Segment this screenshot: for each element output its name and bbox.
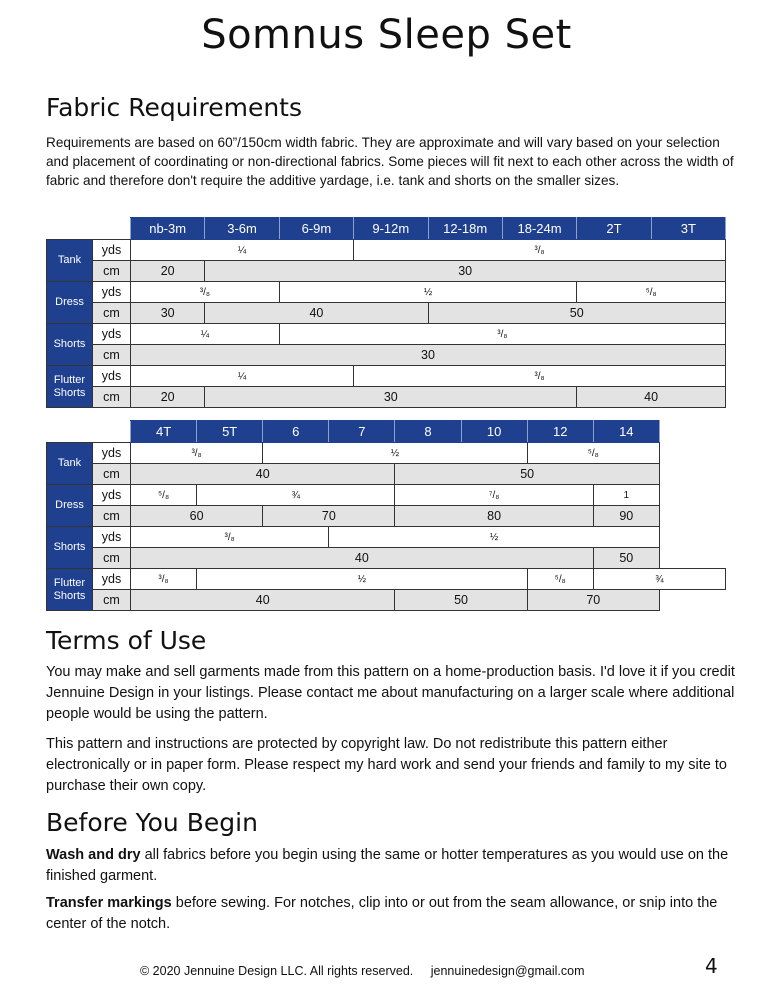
garment-label: Dress (47, 282, 93, 324)
unit-label: cm (93, 506, 131, 527)
size-header: 14 (593, 421, 659, 443)
yardage-cell: ³/₈ (131, 527, 329, 548)
cm-cell: 40 (131, 464, 395, 485)
yds-row (47, 569, 726, 590)
yardage-cell: 1 (593, 485, 659, 506)
yardage-cell: ½ (279, 282, 577, 303)
unit-label: cm (93, 387, 131, 408)
cm-cell: 20 (131, 387, 205, 408)
cm-cell: 50 (395, 590, 527, 611)
yds-row (47, 240, 726, 261)
transfer-markings-paragraph (46, 893, 736, 935)
size-header: 6 (263, 421, 329, 443)
unit-label: cm (93, 261, 131, 282)
garment-label: Flutter Shorts (47, 366, 93, 408)
cm-cell: 30 (131, 345, 726, 366)
cm-cell: 50 (593, 548, 659, 569)
header-spacer (47, 218, 131, 240)
yardage-cell: ½ (197, 569, 528, 590)
yardage-cell: ⁵/₈ (577, 282, 726, 303)
unit-label: cm (93, 303, 131, 324)
cm-cell: 40 (577, 387, 726, 408)
yardage-cell: ³/₈ (131, 443, 263, 464)
terms-paragraph-1: You may make and sell garments made from this pattern on a home-production basis. I'd love it if you credit Jennuine Design in your listings. Please contact me about manufacturing on a larger scale where additional people would be using the pattern. (46, 664, 735, 722)
yardage-cell: ³/₈ (354, 240, 726, 261)
size-header: 4T (131, 421, 197, 443)
yds-row (47, 282, 726, 303)
yardage-cell: ¼ (131, 240, 354, 261)
header-spacer (47, 421, 131, 443)
cm-cell: 50 (395, 464, 659, 485)
garment-label: Tank (47, 240, 93, 282)
size-header: 6-9m (279, 218, 353, 240)
cm-cell: 90 (593, 506, 659, 527)
wash-dry-text: all fabrics before you begin using the same or hotter temperatures as you would use on the finished garment. (46, 847, 729, 884)
unit-label: cm (93, 464, 131, 485)
unit-label: cm (93, 345, 131, 366)
size-header: 9-12m (354, 218, 428, 240)
garment-label: Tank (47, 443, 93, 485)
cm-cell: 30 (205, 387, 577, 408)
cm-cell: 60 (131, 506, 263, 527)
size-header-row (47, 421, 726, 443)
yardage-cell: ¼ (131, 366, 354, 387)
fabric-table-large-sizes (46, 420, 726, 611)
cm-cell: 40 (131, 590, 395, 611)
size-header: 7 (329, 421, 395, 443)
yardage-cell: ½ (263, 443, 527, 464)
yardage-cell: ⁵/₈ (131, 485, 197, 506)
yds-row (47, 324, 726, 345)
unit-label: yds (93, 282, 131, 303)
yds-row (47, 527, 726, 548)
unit-label: yds (93, 485, 131, 506)
size-header: 12 (527, 421, 593, 443)
cm-cell: 30 (131, 303, 205, 324)
cm-cell: 30 (205, 261, 726, 282)
footer (140, 964, 585, 978)
yardage-cell: ⁷/₈ (395, 485, 593, 506)
size-header: 10 (461, 421, 527, 443)
unit-label: cm (93, 590, 131, 611)
unit-label: yds (93, 527, 131, 548)
wash-dry-label: Wash and dry (46, 847, 141, 863)
size-header: 3T (651, 218, 725, 240)
fabric-requirements-heading: Fabric Requirements (46, 93, 302, 122)
size-header: 18-24m (502, 218, 576, 240)
yds-row (47, 485, 726, 506)
cm-cell: 80 (395, 506, 593, 527)
fabric-requirements-intro: Requirements are based on 60”/150cm width fabric. They are approximate and will vary based on your selection and placement of coordinating or non-directional fabrics. Some pieces will fit next to each other across the width of fabric and therefore don't require the additive yardage, i.e. tank and shorts on the smaller sizes. (46, 135, 734, 188)
size-header: 2T (577, 218, 651, 240)
cm-cell: 70 (527, 590, 659, 611)
yardage-cell: ³/₈ (131, 569, 197, 590)
cm-row (47, 261, 726, 282)
wash-dry-paragraph (46, 845, 736, 887)
size-header: 5T (197, 421, 263, 443)
unit-label: yds (93, 240, 131, 261)
yds-row (47, 366, 726, 387)
terms-paragraph-2: This pattern and instructions are protected by copyright law. Do not redistribute this pattern either electronically or in paper form. Please respect my hard work and send your friends and family to my site to purchase their own copy. (46, 736, 727, 794)
garment-label: Shorts (47, 527, 93, 569)
garment-label: Dress (47, 485, 93, 527)
size-header-row (47, 218, 726, 240)
cm-cell: 20 (131, 261, 205, 282)
garment-label: Flutter Shorts (47, 569, 93, 611)
cm-row (47, 345, 726, 366)
cm-row (47, 303, 726, 324)
cm-row (47, 590, 726, 611)
yardage-cell: ⁵/₈ (527, 569, 593, 590)
unit-label: yds (93, 443, 131, 464)
cm-cell: 50 (428, 303, 726, 324)
cm-row (47, 548, 726, 569)
size-header: 12-18m (428, 218, 502, 240)
transfer-markings-text: before sewing. For notches, clip into or out from the seam allowance, or snip into the center of the notch. (46, 895, 718, 932)
yds-row (47, 443, 726, 464)
copyright-text: © 2020 Jennuine Design LLC. All rights reserved. (140, 964, 414, 978)
page-title: Somnus Sleep Set (201, 12, 572, 58)
cm-row (47, 387, 726, 408)
cm-cell: 70 (263, 506, 395, 527)
cm-cell: 40 (205, 303, 428, 324)
yardage-cell: ³/₈ (279, 324, 725, 345)
unit-label: yds (93, 324, 131, 345)
footer-email: jennuinedesign@gmail.com (430, 964, 585, 978)
cm-row (47, 506, 726, 527)
unit-label: cm (93, 548, 131, 569)
fabric-table-small-sizes (46, 217, 726, 408)
unit-label: yds (93, 366, 131, 387)
size-header: 3-6m (205, 218, 279, 240)
yardage-cell: ½ (329, 527, 660, 548)
transfer-markings-label: Transfer markings (46, 895, 172, 911)
size-header: 8 (395, 421, 461, 443)
size-header: nb-3m (131, 218, 205, 240)
garment-label: Shorts (47, 324, 93, 366)
yardage-cell: ³/₈ (131, 282, 280, 303)
page-number: 4 (705, 954, 718, 978)
unit-label: yds (93, 569, 131, 590)
yardage-cell: ¾ (593, 569, 725, 590)
yardage-cell: ³/₈ (354, 366, 726, 387)
before-you-begin-heading: Before You Begin (46, 808, 258, 837)
yardage-cell: ¼ (131, 324, 280, 345)
cm-cell: 40 (131, 548, 594, 569)
yardage-cell: ⁵/₈ (527, 443, 659, 464)
terms-of-use-heading: Terms of Use (46, 626, 207, 655)
cm-row (47, 464, 726, 485)
yardage-cell: ¾ (197, 485, 395, 506)
